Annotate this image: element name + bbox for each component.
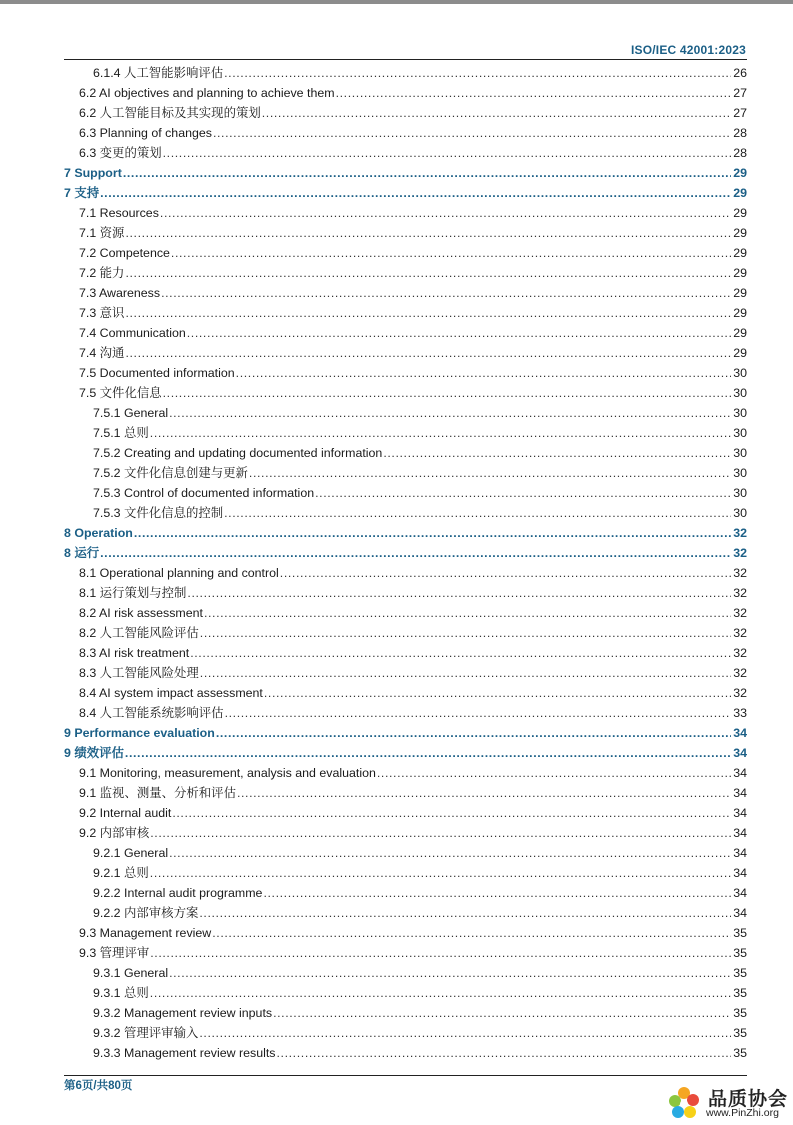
toc-leader-dots bbox=[213, 123, 731, 143]
toc-entry-page: 34 bbox=[733, 726, 747, 740]
toc-entry[interactable] bbox=[64, 63, 747, 83]
toc-leader-dots bbox=[199, 1023, 731, 1043]
toc-entry-page: 29 bbox=[733, 186, 747, 200]
toc-leader-dots bbox=[225, 703, 732, 723]
toc-entry[interactable] bbox=[64, 703, 747, 723]
toc-entry-label: 7.5 Documented information bbox=[79, 366, 235, 380]
toc-entry[interactable] bbox=[64, 263, 747, 283]
toc-entry-label: 9 Performance evaluation bbox=[64, 726, 215, 740]
toc-leader-dots bbox=[212, 923, 731, 943]
toc-leader-dots bbox=[150, 983, 731, 1003]
toc-entry-page: 30 bbox=[733, 486, 747, 500]
toc-leader-dots bbox=[187, 583, 731, 603]
toc-entry[interactable] bbox=[64, 1043, 747, 1063]
toc-entry-label: 8.3 人工智能风险处理 bbox=[79, 666, 199, 680]
toc-entry-page: 32 bbox=[733, 526, 747, 540]
toc-entry[interactable] bbox=[64, 343, 747, 363]
top-bar bbox=[0, 0, 793, 4]
toc-entry-label: 9.2.1 General bbox=[93, 846, 169, 860]
toc-leader-dots bbox=[125, 343, 731, 363]
toc-entry[interactable] bbox=[64, 943, 747, 963]
toc-entry[interactable] bbox=[64, 223, 747, 243]
toc-entry-page: 35 bbox=[733, 1006, 747, 1020]
toc-leader-dots bbox=[204, 603, 731, 623]
toc-entry[interactable] bbox=[64, 363, 747, 383]
toc-entry-label: 8 Operation bbox=[64, 526, 133, 540]
toc-entry-label: 9.2.2 内部审核方案 bbox=[93, 906, 199, 920]
toc-entry-label: 8.2 人工智能风险评估 bbox=[79, 626, 199, 640]
toc-leader-dots bbox=[123, 163, 731, 183]
toc-entry-page: 33 bbox=[733, 706, 747, 720]
pinzhi-logo bbox=[666, 1084, 792, 1122]
toc-entry-label: 9.2.1 总则 bbox=[93, 866, 149, 880]
toc-leader-dots bbox=[236, 363, 732, 383]
toc-chapter-entry[interactable] bbox=[64, 163, 747, 183]
toc-leader-dots bbox=[172, 803, 731, 823]
toc-leader-dots bbox=[169, 843, 731, 863]
toc-entry[interactable] bbox=[64, 83, 747, 103]
toc-entry-label: 9.3.2 管理评审输入 bbox=[93, 1026, 199, 1040]
toc-entry-label: 9.3.1 General bbox=[93, 966, 169, 980]
toc-entry[interactable] bbox=[64, 563, 747, 583]
toc-entry-page: 32 bbox=[733, 546, 747, 560]
toc-entry-label: 7 支持 bbox=[64, 186, 100, 200]
toc-leader-dots bbox=[150, 823, 731, 843]
toc-entry[interactable] bbox=[64, 323, 747, 343]
toc-leader-dots bbox=[383, 443, 731, 463]
toc-entry-page: 27 bbox=[733, 106, 747, 120]
toc-entry-label: 7.5.1 总则 bbox=[93, 426, 149, 440]
toc-leader-dots bbox=[125, 223, 731, 243]
toc-entry[interactable] bbox=[64, 243, 747, 263]
toc-leader-dots bbox=[315, 483, 731, 503]
toc-entry-label: 7.5.1 General bbox=[93, 406, 169, 420]
logo-url: www.PinZhi.org bbox=[706, 1107, 779, 1119]
toc-entry[interactable] bbox=[64, 583, 747, 603]
toc-entry-page: 32 bbox=[733, 686, 747, 700]
toc-entry-label: 9.2 内部审核 bbox=[79, 826, 150, 840]
toc-chapter-entry[interactable] bbox=[64, 183, 747, 203]
toc-chapter-entry[interactable] bbox=[64, 523, 747, 543]
toc-entry[interactable] bbox=[64, 963, 747, 983]
toc-entry-label: 8.4 人工智能系统影响评估 bbox=[79, 706, 224, 720]
toc-entry-label: 7.1 资源 bbox=[79, 226, 125, 240]
toc-entry[interactable] bbox=[64, 503, 747, 523]
toc-chapter-entry[interactable] bbox=[64, 723, 747, 743]
toc-entry-page: 34 bbox=[733, 846, 747, 860]
toc-entry-label: 6.3 Planning of changes bbox=[79, 126, 212, 140]
toc-entry-page: 26 bbox=[733, 66, 747, 80]
logo-text: 品质协会 bbox=[708, 1088, 789, 1110]
toc-leader-dots bbox=[100, 183, 731, 203]
toc-leader-dots bbox=[100, 543, 731, 563]
toc-entry-page: 34 bbox=[733, 886, 747, 900]
toc-entry-label: 7.5.2 Creating and updating documented information bbox=[93, 446, 383, 460]
toc-entry-label: 9.2.2 Internal audit programme bbox=[93, 886, 263, 900]
toc-chapter-entry[interactable] bbox=[64, 743, 747, 763]
table-of-contents bbox=[64, 63, 747, 1063]
toc-leader-dots bbox=[163, 143, 732, 163]
toc-entry-page: 34 bbox=[733, 746, 747, 760]
toc-entry-page: 34 bbox=[733, 906, 747, 920]
toc-leader-dots bbox=[125, 303, 731, 323]
toc-entry-page: 28 bbox=[733, 146, 747, 160]
toc-entry-page: 27 bbox=[733, 86, 747, 100]
toc-entry-page: 34 bbox=[733, 766, 747, 780]
toc-entry-page: 29 bbox=[733, 166, 747, 180]
toc-leader-dots bbox=[277, 1043, 732, 1063]
toc-entry-page: 30 bbox=[733, 366, 747, 380]
toc-entry[interactable] bbox=[64, 983, 747, 1003]
toc-leader-dots bbox=[125, 743, 731, 763]
toc-entry-label: 9.2 Internal audit bbox=[79, 806, 172, 820]
toc-entry-page: 35 bbox=[733, 986, 747, 1000]
toc-entry-label: 7.1 Resources bbox=[79, 206, 159, 220]
toc-entry-label: 6.3 变更的策划 bbox=[79, 146, 162, 160]
toc-entry-page: 32 bbox=[733, 606, 747, 620]
toc-leader-dots bbox=[237, 783, 731, 803]
toc-entry-page: 32 bbox=[733, 646, 747, 660]
toc-entry[interactable] bbox=[64, 463, 747, 483]
toc-entry-page: 29 bbox=[733, 306, 747, 320]
toc-entry-page: 30 bbox=[733, 406, 747, 420]
toc-leader-dots bbox=[125, 263, 731, 283]
toc-entry-page: 32 bbox=[733, 586, 747, 600]
toc-entry[interactable] bbox=[64, 643, 747, 663]
toc-entry[interactable] bbox=[64, 843, 747, 863]
toc-leader-dots bbox=[150, 423, 731, 443]
toc-entry-page: 35 bbox=[733, 1046, 747, 1060]
toc-entry-label: 8.1 Operational planning and control bbox=[79, 566, 279, 580]
toc-entry[interactable] bbox=[64, 923, 747, 943]
toc-chapter-entry[interactable] bbox=[64, 543, 747, 563]
toc-leader-dots bbox=[160, 203, 731, 223]
toc-entry-label: 9.3.2 Management review inputs bbox=[93, 1006, 273, 1020]
footer-rule bbox=[64, 1075, 747, 1076]
toc-entry-page: 30 bbox=[733, 386, 747, 400]
toc-entry-page: 32 bbox=[733, 566, 747, 580]
toc-entry-label: 7.2 能力 bbox=[79, 266, 125, 280]
toc-entry-page: 32 bbox=[733, 666, 747, 680]
toc-leader-dots bbox=[171, 243, 731, 263]
toc-entry-page: 34 bbox=[733, 866, 747, 880]
toc-leader-dots bbox=[264, 683, 731, 703]
toc-entry-label: 8.1 运行策划与控制 bbox=[79, 586, 187, 600]
document-id: ISO/IEC 42001:2023 bbox=[630, 43, 746, 57]
toc-entry[interactable] bbox=[64, 283, 747, 303]
toc-entry-label: 7.3 Awareness bbox=[79, 286, 161, 300]
toc-leader-dots bbox=[199, 903, 731, 923]
toc-entry-page: 35 bbox=[733, 1026, 747, 1040]
toc-entry-label: 9.1 监视、测量、分析和评估 bbox=[79, 786, 236, 800]
toc-entry-page: 29 bbox=[733, 226, 747, 240]
header-rule bbox=[64, 59, 747, 60]
toc-entry-label: 6.1.4 人工智能影响评估 bbox=[93, 66, 224, 80]
toc-leader-dots bbox=[169, 963, 731, 983]
toc-entry[interactable] bbox=[64, 483, 747, 503]
toc-entry[interactable] bbox=[64, 603, 747, 623]
toc-entry-label: 6.2 人工智能目标及其实现的策划 bbox=[79, 106, 261, 120]
toc-entry[interactable] bbox=[64, 783, 747, 803]
toc-leader-dots bbox=[169, 403, 731, 423]
flower-logo-icon bbox=[666, 1086, 702, 1120]
toc-entry-page: 29 bbox=[733, 206, 747, 220]
toc-entry-page: 32 bbox=[733, 626, 747, 640]
toc-entry[interactable] bbox=[64, 203, 747, 223]
toc-leader-dots bbox=[249, 463, 731, 483]
toc-entry[interactable] bbox=[64, 623, 747, 643]
toc-leader-dots bbox=[190, 643, 731, 663]
toc-leader-dots bbox=[150, 943, 731, 963]
toc-entry[interactable] bbox=[64, 383, 747, 403]
toc-entry[interactable] bbox=[64, 103, 747, 123]
toc-entry-label: 8.3 AI risk treatment bbox=[79, 646, 190, 660]
toc-entry-page: 30 bbox=[733, 466, 747, 480]
toc-leader-dots bbox=[224, 63, 731, 83]
toc-leader-dots bbox=[224, 503, 731, 523]
toc-entry-label: 7.3 意识 bbox=[79, 306, 125, 320]
toc-leader-dots bbox=[216, 723, 731, 743]
toc-leader-dots bbox=[336, 83, 732, 103]
toc-entry[interactable] bbox=[64, 123, 747, 143]
toc-entry-label: 6.2 AI objectives and planning to achieve them bbox=[79, 86, 335, 100]
toc-leader-dots bbox=[163, 383, 732, 403]
toc-entry[interactable] bbox=[64, 803, 747, 823]
toc-entry-page: 29 bbox=[733, 246, 747, 260]
toc-entry-label: 9 绩效评估 bbox=[64, 746, 124, 760]
toc-leader-dots bbox=[161, 283, 731, 303]
toc-entry-label: 8.4 AI system impact assessment bbox=[79, 686, 263, 700]
toc-leader-dots bbox=[134, 523, 731, 543]
toc-entry-label: 9.3 管理评审 bbox=[79, 946, 150, 960]
toc-entry[interactable] bbox=[64, 423, 747, 443]
toc-leader-dots bbox=[273, 1003, 731, 1023]
toc-entry-page: 30 bbox=[733, 426, 747, 440]
toc-leader-dots bbox=[377, 763, 731, 783]
toc-entry-page: 35 bbox=[733, 966, 747, 980]
toc-leader-dots bbox=[200, 663, 731, 683]
toc-entry-page: 35 bbox=[733, 926, 747, 940]
toc-entry-page: 30 bbox=[733, 446, 747, 460]
toc-leader-dots bbox=[280, 563, 731, 583]
toc-entry-label: 7.5.3 Control of documented information bbox=[93, 486, 315, 500]
toc-entry[interactable] bbox=[64, 1003, 747, 1023]
toc-entry[interactable] bbox=[64, 1023, 747, 1043]
toc-leader-dots bbox=[200, 623, 731, 643]
toc-entry-page: 35 bbox=[733, 946, 747, 960]
toc-entry-label: 9.1 Monitoring, measurement, analysis and evaluation bbox=[79, 766, 376, 780]
toc-entry-label: 7.4 沟通 bbox=[79, 346, 125, 360]
toc-entry[interactable] bbox=[64, 443, 747, 463]
toc-leader-dots bbox=[262, 103, 731, 123]
toc-entry-label: 7.4 Communication bbox=[79, 326, 186, 340]
toc-entry-label: 7.2 Competence bbox=[79, 246, 170, 260]
toc-entry-label: 8 运行 bbox=[64, 546, 100, 560]
toc-entry[interactable] bbox=[64, 763, 747, 783]
toc-entry[interactable] bbox=[64, 663, 747, 683]
toc-entry-page: 34 bbox=[733, 786, 747, 800]
toc-entry-label: 9.3 Management review bbox=[79, 926, 212, 940]
toc-entry[interactable] bbox=[64, 143, 747, 163]
toc-entry-page: 29 bbox=[733, 286, 747, 300]
toc-entry[interactable] bbox=[64, 303, 747, 323]
toc-entry-page: 28 bbox=[733, 126, 747, 140]
toc-entry-label: 9.3.3 Management review results bbox=[93, 1046, 276, 1060]
toc-leader-dots bbox=[150, 863, 731, 883]
toc-entry-page: 34 bbox=[733, 826, 747, 840]
toc-entry-label: 7 Support bbox=[64, 166, 122, 180]
toc-entry-page: 29 bbox=[733, 326, 747, 340]
toc-entry-label: 7.5 文件化信息 bbox=[79, 386, 162, 400]
toc-entry-page: 34 bbox=[733, 806, 747, 820]
toc-entry-label: 9.3.1 总则 bbox=[93, 986, 149, 1000]
toc-entry-page: 29 bbox=[733, 266, 747, 280]
toc-entry-label: 7.5.2 文件化信息创建与更新 bbox=[93, 466, 248, 480]
toc-leader-dots bbox=[187, 323, 731, 343]
toc-entry-page: 29 bbox=[733, 346, 747, 360]
toc-entry[interactable] bbox=[64, 863, 747, 883]
toc-entry[interactable] bbox=[64, 883, 747, 903]
page-number: 第6页/共80页 bbox=[64, 1080, 133, 1092]
toc-entry-page: 30 bbox=[733, 506, 747, 520]
toc-entry-label: 8.2 AI risk assessment bbox=[79, 606, 203, 620]
toc-entry[interactable] bbox=[64, 683, 747, 703]
toc-entry-label: 7.5.3 文件化信息的控制 bbox=[93, 506, 224, 520]
toc-entry[interactable] bbox=[64, 903, 747, 923]
toc-leader-dots bbox=[263, 883, 731, 903]
toc-entry[interactable] bbox=[64, 403, 747, 423]
toc-entry[interactable] bbox=[64, 823, 747, 843]
